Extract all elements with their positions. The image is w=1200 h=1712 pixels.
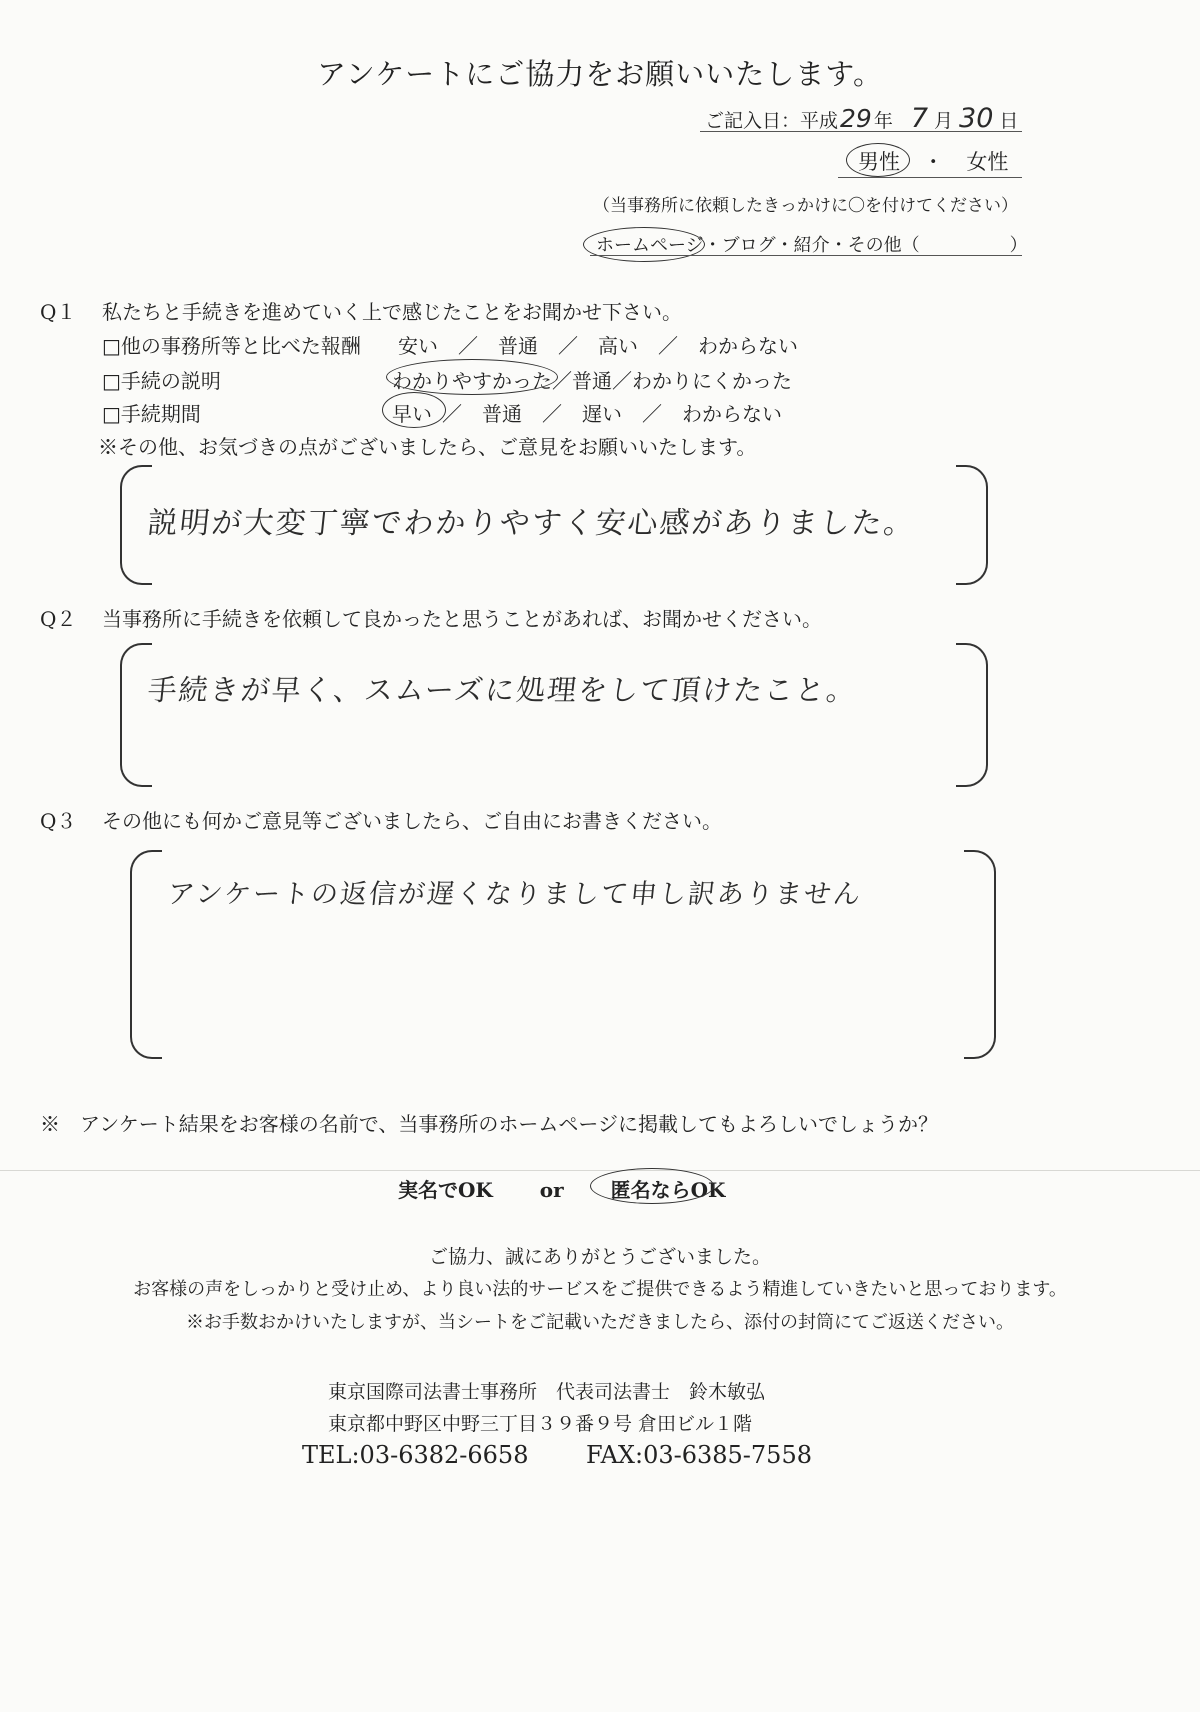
q3-question: その他にも何かご意見等ございましたら、ご自由にお書きください。: [102, 809, 722, 833]
date-row: [705, 103, 1018, 134]
q1-item-period-label: □手続期間: [102, 402, 201, 426]
gender-separator: ・: [922, 150, 944, 174]
trigger-instruction: （当事務所に依頼したきっかけに〇を付けてください）: [593, 196, 1018, 216]
office-address: 東京都中野区中野三丁目３９番９号 倉田ビル１階: [328, 1413, 753, 1435]
q1-explanation-selected[interactable]: わかりやすかった: [392, 369, 552, 393]
date-underline: [700, 131, 1022, 132]
q2-bracket-left: [120, 643, 152, 787]
gender-selected-circle: [846, 143, 910, 177]
date-label: ご記入日：平成: [705, 110, 839, 132]
office-tel: TEL:03-6382-6658: [302, 1441, 529, 1469]
trigger-homepage[interactable]: ホームページ: [596, 235, 704, 256]
gender-female[interactable]: 女性: [966, 150, 1009, 174]
thanks-line-2: お客様の声をしっかりと受け止め、より良い法的サービスをご提供できるよう精進していきたいと思っております。: [133, 1279, 1067, 1300]
q2-bracket-right: [956, 643, 988, 787]
trigger-selected-circle: [583, 227, 705, 262]
publish-question: ※ アンケート結果をお客様の名前で、当事務所のホームページに掲載してもよろしいでしょうか？: [40, 1112, 938, 1136]
q2-answer[interactable]: 手続きが早く、スムーズに処理をして頂けたこと。: [146, 673, 860, 707]
q1-item-period-options[interactable]: [392, 398, 782, 427]
trigger-options[interactable]: ・ブログ・紹介・その他（ ）: [703, 235, 1028, 256]
gender-underline: [838, 177, 1022, 178]
page-title: アンケートにご協力をお願いいたします。: [317, 57, 883, 91]
publish-or: or: [539, 1178, 564, 1202]
q3-number: Q３: [40, 809, 77, 833]
q1-period-others[interactable]: ／ 普通 ／ 遅い ／ わからない: [442, 402, 782, 426]
q2-number: Q２: [40, 607, 77, 631]
q1-explanation-circle: [386, 359, 558, 395]
gender-male[interactable]: 男性: [858, 150, 900, 174]
thanks-line-1: ご協力、誠にありがとうございました。: [428, 1246, 771, 1268]
fold-line: [0, 1170, 1200, 1171]
publish-selected-circle: [590, 1168, 714, 1204]
q1-answer[interactable]: 説明が大変丁寧でわかりやすく安心感がありました。: [145, 506, 918, 541]
q1-bracket-right: [956, 465, 988, 585]
q1-note: ※その他、お気づきの点がございましたら、ご意見をお願いいたします。: [98, 435, 757, 459]
q1-number: Q１: [40, 300, 77, 324]
q1-item-explanation-label: □手続の説明: [102, 369, 221, 393]
q3-answer[interactable]: アンケートの返信が遅くなりまして申し訳ありません: [166, 879, 864, 910]
q1-question: 私たちと手続きを進めていく上で感じたことをお聞かせ下さい。: [102, 300, 682, 324]
trigger-underline: [590, 255, 1022, 256]
q3-bracket-right: [964, 850, 996, 1059]
q1-explanation-others[interactable]: ／普通／わかりにくかった: [552, 369, 792, 393]
date-year-unit: 年: [873, 110, 893, 132]
publish-real-name[interactable]: 実名でOK: [398, 1178, 493, 1202]
date-year[interactable]: 29: [840, 104, 872, 133]
q1-item-fee-options[interactable]: 安い ／ 普通 ／ 高い ／ わからない: [398, 334, 798, 358]
publish-anonymous[interactable]: 匿名ならOK: [610, 1178, 726, 1202]
q1-period-circle: [382, 392, 446, 428]
date-day-unit: 日: [999, 110, 1019, 132]
date-day[interactable]: 30: [959, 103, 994, 134]
date-month[interactable]: 7: [910, 103, 929, 134]
q2-question: 当事務所に手続きを依頼して良かったと思うことがあれば、お聞かせください。: [102, 607, 822, 631]
office-fax: FAX:03-6385-7558: [586, 1441, 812, 1469]
q1-period-selected[interactable]: 早い: [392, 402, 432, 426]
date-month-unit: 月: [934, 110, 954, 132]
thanks-line-3: ※お手数おかけいたしますが、当シートをご記載いただきましたら、添付の封筒にてご返送ください。: [186, 1312, 1014, 1333]
q3-bracket-left: [130, 850, 162, 1059]
office-name: 東京国際司法書士事務所 代表司法書士 鈴木敏弘: [328, 1381, 766, 1403]
q1-item-fee-label: □他の事務所等と比べた報酬: [102, 334, 361, 358]
